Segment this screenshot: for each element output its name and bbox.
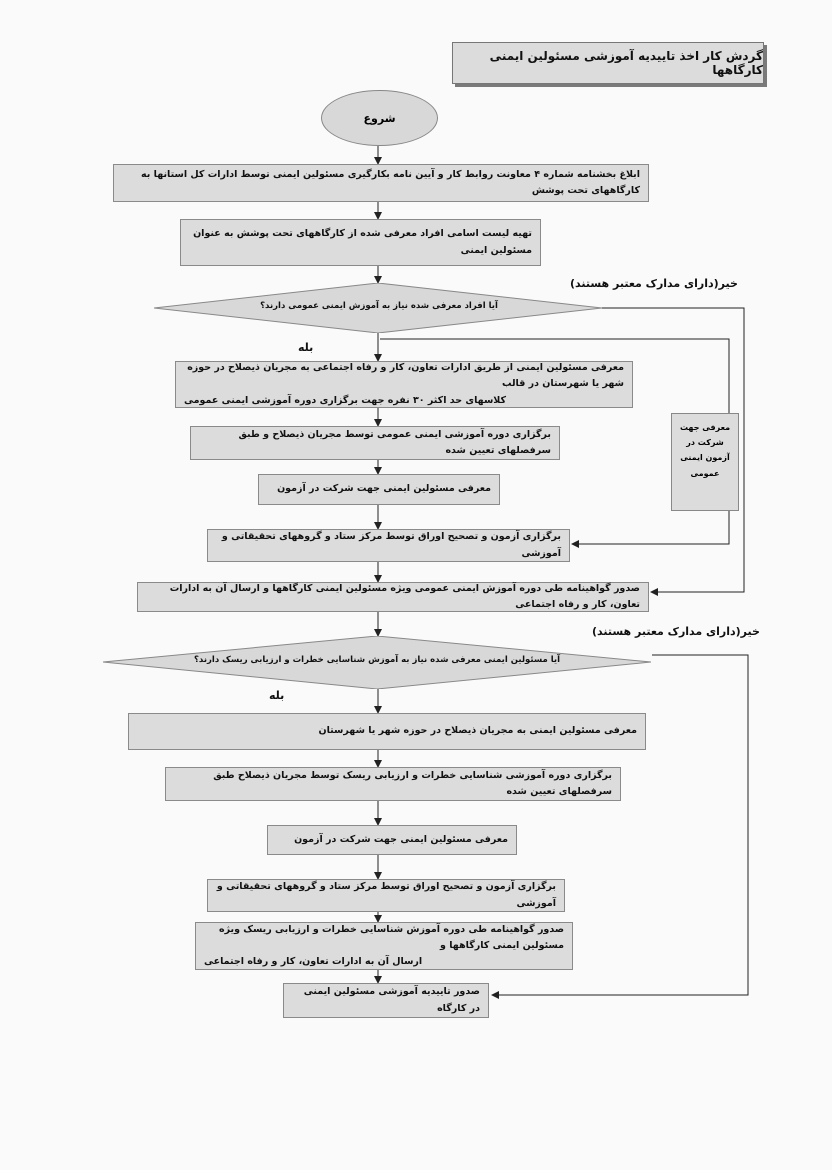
start-node: شروع: [321, 90, 438, 146]
step-13-text: صدور تاییدیه آموزشی مسئولین ایمنی در کارگاه: [303, 986, 480, 1014]
step-7-text: صدور گواهینامه طی دوره آموزش ایمنی عمومی ویژه مسئولین ایمنی کارگاهها و ارسال آن به ادارات تعاون، کار و رفاه اجتماعی: [169, 582, 640, 610]
step-3-line-1: معرفی مسئولین ایمنی از طریق ادارات تعاون، کار و رفاه اجتماعی به مجریان ذیصلاح در حوزه شهر یا شهرستان در قالب: [187, 362, 624, 390]
step-12-line-2: ارسال آن به ادارات تعاون، کار و رفاه اجتماعی: [204, 956, 423, 968]
step-3: [175, 361, 633, 408]
arrow-side-to-s6: [572, 511, 729, 544]
branch-no-1: خیر(دارای مدارک معتبر هستند): [570, 277, 738, 290]
step-2-text: تهیه لیست اسامی افراد معرفی شده از کارگاههای تحت پوشش به عنوان مسئولین ایمنی: [193, 228, 532, 256]
step-10-text: معرفی مسئولین ایمنی جهت شرکت در آزمون: [294, 833, 508, 845]
decision-2-text: آیا مسئولین ایمنی معرفی شده نیاز به آموزش شناسایی خطرات و ارزیابی ریسک دارند؟: [194, 655, 560, 665]
step-1-text: ابلاغ بخشنامه شماره ۴ معاونت روابط کار و آیین نامه بکارگیری مسئولین ایمنی توسط ادارات کل استانها به کارگاههای تحت پوشش: [141, 168, 640, 196]
step-9-text: برگزاری دوره آموزشی شناسایی خطرات و ارزیابی ریسک توسط مجریان ذیصلاح طبق سرفصلهای تعیین شده: [213, 769, 612, 797]
step-4-text: برگزاری دوره آموزشی ایمنی عمومی توسط مجریان ذیصلاح و طبق سرفصلهای تعیین شده: [238, 428, 551, 456]
step-5: [258, 474, 500, 505]
step-12: [195, 922, 573, 970]
page-title: گردش کار اخذ تاییدیه آموزشی مسئولین ایمنی کارگاهها: [452, 42, 764, 84]
side-box-line-2: شرکت در: [686, 438, 724, 448]
step-4: [190, 426, 560, 460]
step-11: [207, 879, 565, 912]
step-7: [137, 582, 649, 612]
side-box-line-4: عمومی: [690, 468, 720, 478]
step-9: [165, 767, 621, 801]
branch-yes-2: بله: [269, 689, 285, 702]
step-6: [207, 529, 570, 562]
step-12-line-1: صدور گواهینامه طی دوره آموزش شناسایی خطرات و ارزیابی ریسک ویژه مسئولین ایمنی کارگاهها و: [218, 923, 564, 951]
step-8: [128, 713, 646, 750]
step-8-text: معرفی مسئولین ایمنی به مجریان ذیصلاح در حوزه شهر یا شهرستان: [318, 725, 637, 737]
branch-no-2: خیر(دارای مدارک معتبر هستند): [592, 625, 760, 638]
step-11-text: برگزاری آزمون و تصحیح اوراق توسط مرکز ستاد و گروههای تحقیقاتی و آموزشی: [216, 881, 556, 909]
branch-yes-1: بله: [298, 341, 314, 354]
step-10: [267, 825, 517, 855]
step-1: [113, 164, 649, 202]
side-box-line-1: معرفی جهت: [679, 423, 731, 432]
step-6-text: برگزاری آزمون و تصحیح اوراق توسط مرکز ستاد و گروههای تحقیقاتی و آموزشی: [221, 531, 561, 559]
step-13: [283, 983, 489, 1018]
side-box-line-3: آزمون ایمنی: [680, 453, 730, 463]
decision-1-text: آیا افراد معرفی شده نیاز به آموزش ایمنی عمومی دارند؟: [260, 301, 498, 311]
step-5-text: معرفی مسئولین ایمنی جهت شرکت در آزمون: [277, 483, 491, 495]
step-2: [180, 219, 541, 266]
side-box-exam-referral: [671, 413, 739, 511]
step-3-line-2: کلاسهای حد اکثر ۳۰ نفره جهت برگزاری دوره آموزشی ایمنی عمومی: [184, 394, 507, 406]
